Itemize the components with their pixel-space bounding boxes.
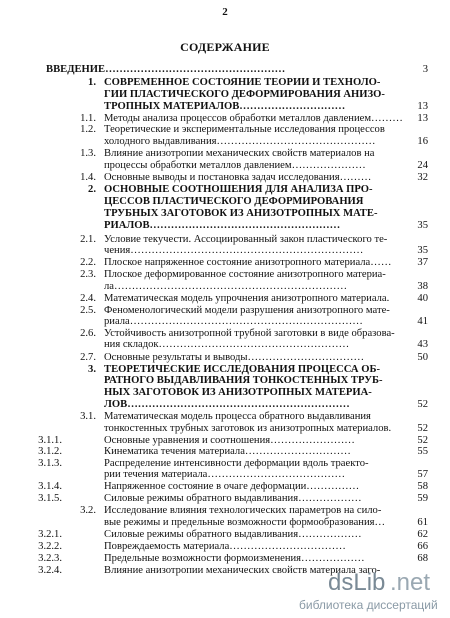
toc-section-number: 3.2.4. (38, 565, 62, 576)
toc-page-number: 43 (417, 339, 428, 350)
toc-section-number: 2.4. (80, 293, 96, 304)
toc-entry-text: Феноменологический модели разрушения анизотропного мате- (104, 305, 390, 316)
toc-entry-text: процессы обработки металлов давлением………………… (104, 160, 366, 171)
toc-entry-text: ГИИ ПЛАСТИЧЕСКОГО ДЕФОРМИРОВАНИЯ АНИЗО- (104, 89, 385, 100)
toc-section-number: 3.2.3. (38, 553, 62, 564)
toc-entry-text: ния складок……………………………………………… (104, 339, 350, 350)
toc-section-number: 3.1. (80, 411, 96, 422)
toc-entry-text: ВВЕДЕНИЕ…………………………………………… (46, 64, 286, 75)
toc-section-number: 2. (88, 184, 96, 195)
toc-entry-text: вые режимы и предельные возможности формообразования… (104, 517, 386, 528)
toc-page-number: 52 (417, 435, 428, 446)
toc-page-number: 58 (417, 481, 428, 492)
toc-section-number: 3.1.4. (38, 481, 62, 492)
toc-page-number: 66 (417, 541, 428, 552)
toc-page-number: 52 (417, 399, 428, 410)
toc-section-number: 2.2. (80, 257, 96, 268)
toc-entry-text: ТРУБНЫХ ЗАГОТОВОК ИЗ АНИЗОТРОПНЫХ МАТЕ- (104, 208, 378, 219)
toc-entry-text: ла………………………………………………………… (104, 281, 348, 292)
toc-section-number: 3.2.1. (38, 529, 62, 540)
toc-page-number: 55 (417, 446, 428, 457)
page-number: 2 (222, 6, 228, 18)
toc-entry-text: Основные результаты и выводы…………………………… (104, 352, 365, 363)
toc-page-number: 61 (417, 517, 428, 528)
toc-entry-text: Предельные возможности формоизменения……………… (104, 553, 365, 564)
toc-section-number: 1.3. (80, 148, 96, 159)
toc-page-number: 62 (417, 529, 428, 540)
toc-entry-text: холодного выдавливания……………………………………… (104, 136, 376, 147)
toc-entry-text: ОСНОВНЫЕ СООТНОШЕНИЯ ДЛЯ АНАЛИЗА ПРО- (104, 184, 373, 195)
logo-suffix-text: .net (390, 569, 431, 595)
toc-entry-text: Напряженное состояние в очаге деформации…………… (104, 481, 360, 492)
toc-entry-text: ТЕОРЕТИЧЕСКИЕ ИССЛЕДОВАНИЯ ПРОЦЕССА ОБ- (104, 364, 380, 375)
toc-section-number: 3.1.3. (38, 458, 62, 469)
toc-entry-text: НЫХ ЗАГОТОВОК ИЗ АНИЗОТРОПНЫХ МАТЕРИА- (104, 387, 372, 398)
toc-page-number: 3 (422, 64, 428, 75)
toc-section-number: 2.3. (80, 269, 96, 280)
toc-entry-text: Плоское напряженное состояние анизотропного материала…… (104, 257, 392, 268)
toc-page-number: 68 (417, 553, 428, 564)
toc-entry-text: тонкостенных трубных заготовок из анизотропных материалов. (104, 423, 392, 434)
toc-entry-text: Устойчивость анизотропной трубной заготовки в виде образова- (104, 328, 395, 339)
toc-section-number: 2.5. (80, 305, 96, 316)
toc-page-number: 57 (417, 469, 428, 480)
toc-section-number: 3.2. (80, 505, 96, 516)
toc-entry-text: РИАЛОВ……………………………………………… (104, 220, 341, 231)
toc-section-number: 1.1. (80, 113, 96, 124)
toc-section-number: 2.1. (80, 234, 96, 245)
toc-entry-text: Теоретические и экспериментальные исследования процессов (104, 124, 385, 135)
toc-section-number: 3.1.5. (38, 493, 62, 504)
toc-section-number: 1.4. (80, 172, 96, 183)
toc-section-number: 3.2.2. (38, 541, 62, 552)
toc-entry-text: СОВРЕМЕННОЕ СОСТОЯНИЕ ТЕОРИИ И ТЕХНОЛО- (104, 77, 381, 88)
toc-entry-text: Силовые режимы обратного выдавливания……………… (104, 493, 362, 504)
toc-entry-text: рии течения материала………………………………… (104, 469, 346, 480)
toc-entry-text: Влияние анизотропии механических свойств материалов на (104, 148, 375, 159)
toc-page-number: 13 (417, 101, 428, 112)
toc-section-number: 1.2. (80, 124, 96, 135)
watermark-subtitle: библиотека диссертаций (299, 598, 438, 612)
toc-section-number: 3.1.1. (38, 435, 62, 446)
toc-page-number: 13 (417, 113, 428, 124)
toc-entry-text: Плоское деформированное состояние анизотропного материа- (104, 269, 386, 280)
toc-page-number: 52 (417, 423, 428, 434)
toc-entry-text: Распределение интенсивности деформации вдоль траекто- (104, 458, 369, 469)
toc-entry-text: Влияние анизотропии механических свойств материала заго- (104, 565, 381, 576)
toc-entry-text: Исследование влияния технологических параметров на сило- (104, 505, 382, 516)
toc-entry-text: Математическая модель процесса обратного выдавливания (104, 411, 371, 422)
toc-entry-text: Методы анализа процессов обработки металлов давлением……… (104, 113, 403, 124)
toc-entry-text: Повреждаемость материала…………………………… (104, 541, 346, 552)
toc-entry-text: Математическая модель упрочнения анизотропного материала. (104, 293, 390, 304)
toc-section-number: 1. (88, 77, 96, 88)
dslib-logo (328, 569, 440, 595)
toc-entry-text: Силовые режимы обратного выдавливания……………… (104, 529, 362, 540)
toc-page-number: 35 (417, 245, 428, 256)
toc-page-number: 35 (417, 220, 428, 231)
toc-section-number: 3.1.2. (38, 446, 62, 457)
toc-page-number: 37 (417, 257, 428, 268)
toc-entry-text: ТРОПНЫХ МАТЕРИАЛОВ………………………… (104, 101, 346, 112)
toc-page-number: 59 (417, 493, 428, 504)
toc-entry-text: ЦЕССОВ ПЛАСТИЧЕСКОГО ДЕФОРМИРОВАНИЯ (104, 196, 364, 207)
toc-page-number: 41 (417, 316, 428, 327)
toc-section-number: 2.6. (80, 328, 96, 339)
toc-page-number: 50 (417, 352, 428, 363)
toc-page-number: 38 (417, 281, 428, 292)
toc-entry-text: Основные уравнения и соотношения…………………… (104, 435, 355, 446)
toc-entry-text: ЛОВ……………………………………………………… (104, 399, 350, 410)
toc-entry-text: РАТНОГО ВЫДАВЛИВАНИЯ ТОНКОСТЕННЫХ ТРУБ- (104, 375, 383, 386)
toc-entry-text: Кинематика течения материала………………………… (104, 446, 351, 457)
toc-section-number: 3. (88, 364, 96, 375)
page-title: СОДЕРЖАНИЕ (180, 40, 270, 54)
toc-entry-text: Основные выводы и постановка задач исследования……… (104, 172, 372, 183)
toc-page-number: 40 (417, 293, 428, 304)
logo-main-text: dsLib (328, 569, 386, 595)
toc-section-number: 2.7. (80, 352, 96, 363)
toc-page-number: 24 (417, 160, 428, 171)
toc-page-number: 32 (417, 172, 428, 183)
toc-page-number: 16 (417, 136, 428, 147)
toc-entry-text: Условие текучести. Ассоциированный закон пластического те- (104, 234, 388, 245)
toc-entry-text: чения………………………………………………………… (104, 245, 364, 256)
toc-entry-text: риала………………………………………………………… (104, 316, 363, 327)
